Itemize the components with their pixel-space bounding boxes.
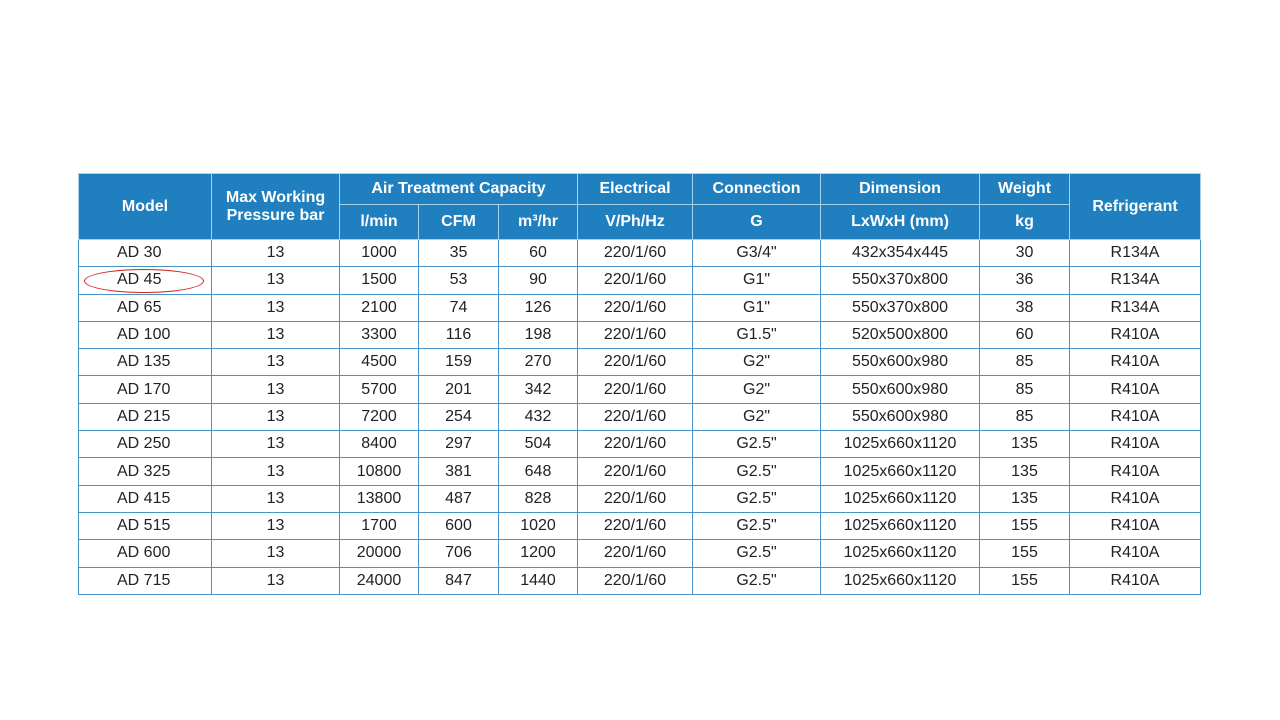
cell-model: AD 45: [79, 267, 212, 294]
cell-refrigerant: R410A: [1070, 403, 1201, 430]
cell-cfm: 116: [419, 321, 499, 348]
header-connection: Connection: [693, 174, 821, 205]
cell-m3hr: 432: [499, 403, 578, 430]
cell-connection: G1": [693, 294, 821, 321]
cell-weight: 135: [980, 431, 1070, 458]
table-row: [79, 376, 1201, 403]
cell-lmin: 3300: [340, 321, 419, 348]
cell-pressure: 13: [212, 512, 340, 539]
cell-lmin: 10800: [340, 458, 419, 485]
cell-electrical: 220/1/60: [578, 349, 693, 376]
cell-electrical: 220/1/60: [578, 294, 693, 321]
cell-connection: G2": [693, 376, 821, 403]
table-row: [79, 485, 1201, 512]
table-row: [79, 540, 1201, 567]
cell-electrical: 220/1/60: [578, 267, 693, 294]
cell-dimension: 550x600x980: [821, 376, 980, 403]
cell-pressure: 13: [212, 485, 340, 512]
header-weight: Weight: [980, 174, 1070, 205]
cell-refrigerant: R410A: [1070, 431, 1201, 458]
table-row: [79, 294, 1201, 321]
cell-dimension: 1025x660x1120: [821, 540, 980, 567]
cell-m3hr: 198: [499, 321, 578, 348]
cell-dimension: 550x370x800: [821, 267, 980, 294]
table-row: [79, 349, 1201, 376]
cell-refrigerant: R410A: [1070, 485, 1201, 512]
cell-dimension: 550x600x980: [821, 349, 980, 376]
header-max-working-pressure: Max Working Pressure bar: [212, 174, 340, 240]
cell-pressure: 13: [212, 431, 340, 458]
cell-m3hr: 270: [499, 349, 578, 376]
cell-dimension: 520x500x800: [821, 321, 980, 348]
cell-connection: G2": [693, 403, 821, 430]
cell-cfm: 706: [419, 540, 499, 567]
header-cfm: CFM: [419, 205, 499, 240]
cell-model: AD 135: [79, 349, 212, 376]
cell-model: AD 30: [79, 240, 212, 267]
table-row: [79, 403, 1201, 430]
header-electrical-unit: V/Ph/Hz: [578, 205, 693, 240]
table-row: [79, 240, 1201, 267]
cell-pressure: 13: [212, 403, 340, 430]
cell-cfm: 254: [419, 403, 499, 430]
cell-refrigerant: R410A: [1070, 458, 1201, 485]
cell-dimension: 432x354x445: [821, 240, 980, 267]
table-row: [79, 431, 1201, 458]
cell-pressure: 13: [212, 240, 340, 267]
cell-dimension: 550x600x980: [821, 403, 980, 430]
cell-electrical: 220/1/60: [578, 567, 693, 594]
cell-pressure: 13: [212, 458, 340, 485]
cell-weight: 155: [980, 540, 1070, 567]
cell-m3hr: 648: [499, 458, 578, 485]
cell-cfm: 600: [419, 512, 499, 539]
cell-cfm: 53: [419, 267, 499, 294]
cell-lmin: 7200: [340, 403, 419, 430]
cell-refrigerant: R134A: [1070, 294, 1201, 321]
cell-electrical: 220/1/60: [578, 540, 693, 567]
cell-cfm: 74: [419, 294, 499, 321]
cell-refrigerant: R410A: [1070, 540, 1201, 567]
cell-dimension: 1025x660x1120: [821, 458, 980, 485]
cell-connection: G1.5": [693, 321, 821, 348]
cell-dimension: 1025x660x1120: [821, 485, 980, 512]
cell-electrical: 220/1/60: [578, 321, 693, 348]
cell-refrigerant: R134A: [1070, 267, 1201, 294]
table-row: [79, 567, 1201, 594]
cell-connection: G2.5": [693, 567, 821, 594]
cell-pressure: 13: [212, 540, 340, 567]
header-electrical: Electrical: [578, 174, 693, 205]
cell-cfm: 35: [419, 240, 499, 267]
cell-connection: G2.5": [693, 431, 821, 458]
cell-weight: 38: [980, 294, 1070, 321]
cell-weight: 135: [980, 485, 1070, 512]
header-model: Model: [79, 174, 212, 240]
cell-refrigerant: R134A: [1070, 240, 1201, 267]
cell-weight: 60: [980, 321, 1070, 348]
cell-electrical: 220/1/60: [578, 485, 693, 512]
cell-m3hr: 1440: [499, 567, 578, 594]
cell-dimension: 1025x660x1120: [821, 431, 980, 458]
table-row: [79, 512, 1201, 539]
cell-model: AD 100: [79, 321, 212, 348]
cell-model: AD 515: [79, 512, 212, 539]
cell-cfm: 297: [419, 431, 499, 458]
cell-lmin: 2100: [340, 294, 419, 321]
cell-lmin: 8400: [340, 431, 419, 458]
specification-table: [78, 173, 1201, 595]
cell-weight: 85: [980, 349, 1070, 376]
table-row: [79, 458, 1201, 485]
cell-m3hr: 1020: [499, 512, 578, 539]
cell-lmin: 5700: [340, 376, 419, 403]
cell-lmin: 13800: [340, 485, 419, 512]
cell-electrical: 220/1/60: [578, 240, 693, 267]
cell-weight: 135: [980, 458, 1070, 485]
header-m3hr: m³/hr: [499, 205, 578, 240]
header-lmin: l/min: [340, 205, 419, 240]
cell-lmin: 24000: [340, 567, 419, 594]
header-refrigerant: Refrigerant: [1070, 174, 1201, 240]
cell-refrigerant: R410A: [1070, 567, 1201, 594]
cell-model: AD 215: [79, 403, 212, 430]
cell-cfm: 381: [419, 458, 499, 485]
cell-model: AD 715: [79, 567, 212, 594]
cell-electrical: 220/1/60: [578, 403, 693, 430]
cell-lmin: 1000: [340, 240, 419, 267]
table-row: [79, 321, 1201, 348]
cell-weight: 155: [980, 567, 1070, 594]
cell-weight: 85: [980, 376, 1070, 403]
cell-electrical: 220/1/60: [578, 458, 693, 485]
cell-connection: G2": [693, 349, 821, 376]
cell-weight: 36: [980, 267, 1070, 294]
header-weight-unit: kg: [980, 205, 1070, 240]
cell-pressure: 13: [212, 567, 340, 594]
cell-weight: 85: [980, 403, 1070, 430]
cell-lmin: 20000: [340, 540, 419, 567]
cell-m3hr: 126: [499, 294, 578, 321]
cell-model: AD 250: [79, 431, 212, 458]
cell-model: AD 65: [79, 294, 212, 321]
cell-connection: G2.5": [693, 540, 821, 567]
cell-m3hr: 504: [499, 431, 578, 458]
cell-cfm: 487: [419, 485, 499, 512]
cell-lmin: 4500: [340, 349, 419, 376]
cell-dimension: 550x370x800: [821, 294, 980, 321]
header-air-treatment-capacity: Air Treatment Capacity: [340, 174, 578, 205]
cell-model: AD 415: [79, 485, 212, 512]
cell-m3hr: 60: [499, 240, 578, 267]
cell-refrigerant: R410A: [1070, 349, 1201, 376]
cell-pressure: 13: [212, 376, 340, 403]
table-body: [79, 240, 1201, 595]
cell-connection: G2.5": [693, 512, 821, 539]
cell-lmin: 1500: [340, 267, 419, 294]
cell-dimension: 1025x660x1120: [821, 512, 980, 539]
cell-refrigerant: R410A: [1070, 376, 1201, 403]
cell-model: AD 325: [79, 458, 212, 485]
cell-cfm: 159: [419, 349, 499, 376]
cell-lmin: 1700: [340, 512, 419, 539]
cell-electrical: 220/1/60: [578, 376, 693, 403]
cell-connection: G3/4": [693, 240, 821, 267]
cell-weight: 30: [980, 240, 1070, 267]
cell-connection: G2.5": [693, 458, 821, 485]
cell-m3hr: 1200: [499, 540, 578, 567]
cell-cfm: 847: [419, 567, 499, 594]
cell-electrical: 220/1/60: [578, 431, 693, 458]
cell-refrigerant: R410A: [1070, 512, 1201, 539]
cell-connection: G2.5": [693, 485, 821, 512]
header-connection-unit: G: [693, 205, 821, 240]
cell-pressure: 13: [212, 294, 340, 321]
header-dimension: Dimension: [821, 174, 980, 205]
cell-connection: G1": [693, 267, 821, 294]
cell-m3hr: 828: [499, 485, 578, 512]
cell-weight: 155: [980, 512, 1070, 539]
table-row: [79, 267, 1201, 294]
cell-refrigerant: R410A: [1070, 321, 1201, 348]
cell-electrical: 220/1/60: [578, 512, 693, 539]
cell-m3hr: 90: [499, 267, 578, 294]
cell-cfm: 201: [419, 376, 499, 403]
cell-dimension: 1025x660x1120: [821, 567, 980, 594]
cell-m3hr: 342: [499, 376, 578, 403]
cell-pressure: 13: [212, 267, 340, 294]
cell-pressure: 13: [212, 321, 340, 348]
cell-pressure: 13: [212, 349, 340, 376]
header-dimension-unit: LxWxH (mm): [821, 205, 980, 240]
cell-model: AD 600: [79, 540, 212, 567]
cell-model: AD 170: [79, 376, 212, 403]
